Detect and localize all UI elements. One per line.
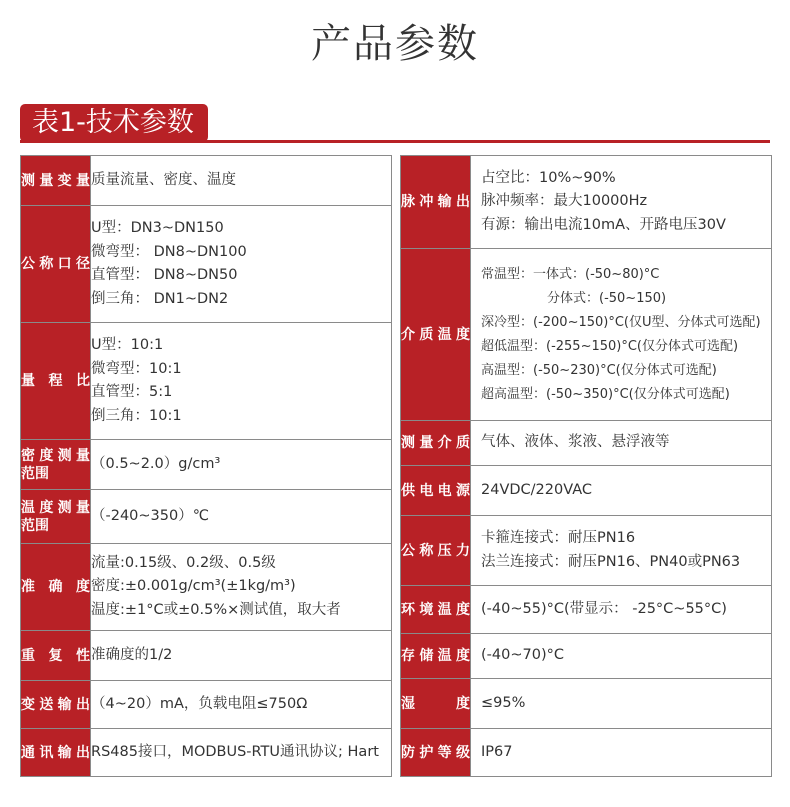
row-value-repeatability: 准确度的1/2 (91, 631, 392, 681)
table-row (21, 323, 392, 440)
row-label-temperature-range: 温度测量范围 (21, 490, 91, 544)
row-value-protection-class: IP67 (471, 729, 772, 777)
row-value-transmitter-output: （4~20）mA，负载电阻≤750Ω (91, 681, 392, 729)
row-value-density-range: （0.5~2.0）g/cm³ (91, 440, 392, 490)
spec-table-left (20, 155, 392, 777)
table-row (21, 440, 392, 490)
row-label-repeatability: 重 复 性 (21, 631, 91, 681)
table-row (21, 631, 392, 681)
table-row (21, 490, 392, 544)
row-label-storage-temperature: 存储温度 (401, 634, 471, 679)
table-row (21, 156, 392, 206)
row-label-nominal-pressure: 公称压力 (401, 516, 471, 586)
row-value-communication-output: RS485接口，MODBUS-RTU通讯协议; Hart (91, 729, 392, 777)
table-row (401, 634, 772, 679)
table-row (21, 544, 392, 631)
row-label-accuracy: 准 确 度 (21, 544, 91, 631)
row-value-measured-variable: 质量流量、密度、温度 (91, 156, 392, 206)
table-row (401, 156, 772, 249)
spec-table-right (400, 155, 772, 777)
table-row (21, 681, 392, 729)
table-row (401, 421, 772, 466)
table-row (401, 466, 772, 516)
row-value-storage-temperature: (-40~70)°C (471, 634, 772, 679)
row-label-communication-output: 通讯输出 (21, 729, 91, 777)
row-label-pulse-output: 脉冲输出 (401, 156, 471, 249)
row-value-range-ratio: U型：10:1 微弯型：10:1 直管型：5:1 倒三角：10:1 (91, 323, 392, 440)
table-row (401, 729, 772, 777)
row-label-ambient-temperature: 环境温度 (401, 586, 471, 634)
row-label-humidity: 湿 度 (401, 679, 471, 729)
row-label-transmitter-output: 变送输出 (21, 681, 91, 729)
row-label-nominal-diameter: 公称口径 (21, 206, 91, 323)
row-value-pulse-output: 占空比：10%~90% 脉冲频率：最大10000Hz 有源：输出电流10mA、开路电压30V (471, 156, 772, 249)
table-row (401, 249, 772, 421)
section-title-tag: 表1-技术参数 (20, 104, 208, 142)
row-value-humidity: ≤95% (471, 679, 772, 729)
table-row (21, 729, 392, 777)
row-label-range-ratio: 量 程 比 (21, 323, 91, 440)
row-label-measured-variable: 测量变量 (21, 156, 91, 206)
table-row (401, 586, 772, 634)
table-row (21, 206, 392, 323)
row-label-medium-temperature: 介质温度 (401, 249, 471, 421)
row-label-protection-class: 防护等级 (401, 729, 471, 777)
row-value-accuracy: 流量:0.15级、0.2级、0.5级 密度:±0.001g/cm³(±1kg/m³) 温度:±1°C或±0.5%×测试值，取大者 (91, 544, 392, 631)
row-label-power-supply: 供电电源 (401, 466, 471, 516)
row-value-temperature-range: （-240~350）℃ (91, 490, 392, 544)
row-value-measured-medium: 气体、液体、浆液、悬浮液等 (471, 421, 772, 466)
table-row (401, 679, 772, 729)
row-value-power-supply: 24VDC/220VAC (471, 466, 772, 516)
row-value-ambient-temperature: (-40~55)°C(带显示： -25°C~55°C) (471, 586, 772, 634)
page-title: 产品参数 (311, 21, 479, 67)
row-value-nominal-diameter: U型：DN3~DN150 微弯型： DN8~DN100 直管型： DN8~DN50 倒三角： DN1~DN2 (91, 206, 392, 323)
row-value-medium-temperature: 常温型：一体式：(-50~80)°C 分体式：(-50~150) 深冷型：(-200~150)°C(仅U型、分体式可选配) 超低温型：(-255~150)°C(仅分体式可选配) 高温型：(-50~230)°C(仅分体式可选配) 超高温型：(-50~350)°C(仅分体式可选配) (471, 249, 772, 421)
row-value-nominal-pressure: 卡箍连接式：耐压PN16 法兰连接式：耐压PN16、PN40或PN63 (471, 516, 772, 586)
row-label-measured-medium: 测量介质 (401, 421, 471, 466)
section-title-underline (20, 140, 770, 143)
table-row (401, 516, 772, 586)
row-label-density-range: 密度测量范围 (21, 440, 91, 490)
